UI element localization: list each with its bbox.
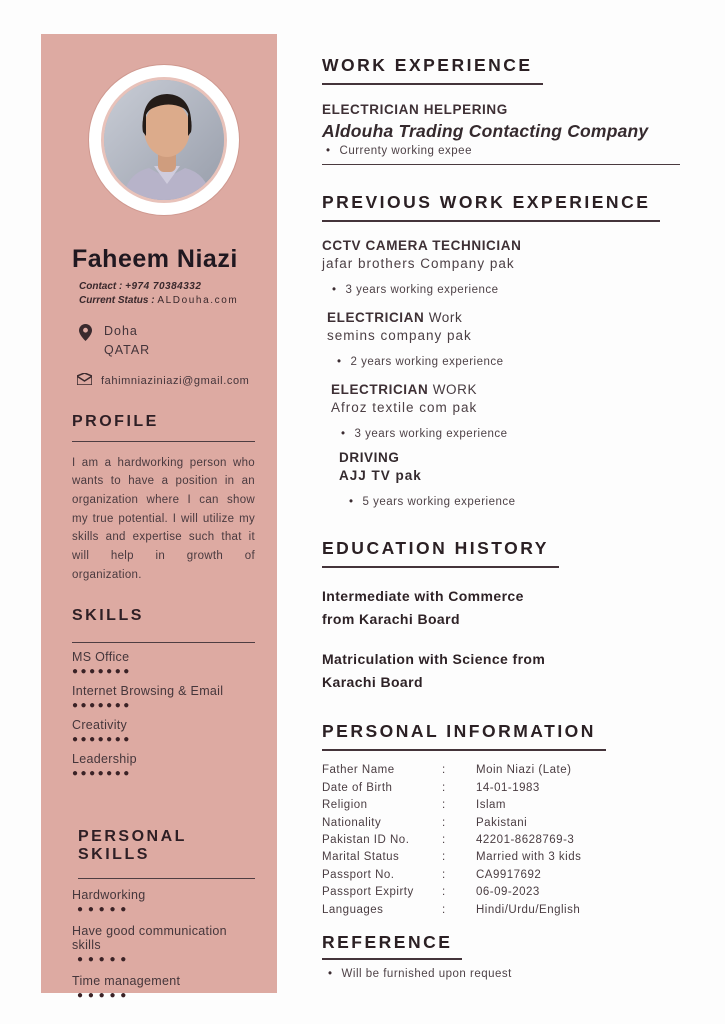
reference-section	[322, 932, 704, 980]
skill-level-dots: ●●●●●●●	[72, 700, 132, 712]
skill-level-dots: ● ● ● ● ●	[77, 990, 128, 1002]
skill-level-dots: ●●●●●●●	[72, 666, 132, 678]
profile-photo	[101, 77, 227, 203]
education-item: Matriculation with Science from Karachi Board	[322, 651, 546, 691]
skill-item	[72, 718, 255, 745]
personal-info-row	[322, 849, 704, 866]
current-job-title: ELECTRICIAN HELPERING	[322, 102, 508, 117]
main-column	[322, 55, 704, 980]
job-bullet: • 2 years working experience	[337, 356, 704, 368]
pi-label: Marital Status	[322, 851, 400, 864]
pi-colon: :	[442, 834, 446, 846]
personal-skills-list	[72, 888, 255, 1001]
job-title: ELECTRICIAN Work	[327, 310, 463, 325]
job-company: AJJ TV pak	[339, 468, 422, 483]
skill-level-dots: ● ● ● ● ●	[77, 954, 128, 966]
pi-label: Nationality	[322, 816, 382, 829]
skills-list	[72, 650, 255, 779]
personal-info-row	[322, 832, 704, 849]
pi-value: CA9917692	[476, 868, 542, 881]
current-job-bullet: • Currenty working expee	[326, 145, 704, 157]
pi-colon: :	[442, 886, 446, 899]
location-text	[104, 322, 150, 361]
education-section	[322, 538, 704, 694]
skill-label: Leadership	[72, 752, 137, 767]
pi-value: 14-01-1983	[476, 781, 540, 794]
contact-phone	[79, 281, 255, 292]
pi-colon: :	[442, 799, 446, 812]
personal-info-row	[322, 762, 704, 779]
pi-value: Islam	[476, 799, 506, 812]
pi-colon: :	[442, 903, 446, 916]
pi-value: Married with 3 kids	[476, 851, 582, 864]
skill-label: MS Office	[72, 650, 130, 665]
skill-label: Creativity	[72, 718, 128, 733]
personal-skill-item	[72, 888, 255, 915]
job-bullet: • 5 years working experience	[349, 496, 704, 508]
status-label: Current Status :	[79, 295, 155, 306]
pi-colon: :	[442, 851, 446, 864]
location-row	[79, 322, 255, 361]
job-company: Afroz textile com pak	[331, 400, 478, 415]
skill-label: Internet Browsing & Email	[72, 684, 224, 699]
pi-label: Languages	[322, 903, 384, 916]
previous-work-heading: PREVIOUS WORK EXPERIENCE	[322, 192, 660, 222]
job-title: DRIVING	[339, 450, 400, 465]
sidebar	[41, 34, 277, 1002]
personal-info-row	[322, 902, 704, 919]
profile-text: I am a hardworking person who wants to have a position in an organization where I can show my true potential. I will utilize my skills and expertise such that it will help in growth of organization.	[72, 456, 255, 581]
previous-work-section	[322, 192, 704, 508]
location-city: Doha	[104, 324, 138, 338]
pi-value: 42201-8628769-3	[476, 834, 575, 846]
contact-value: +974 70384332	[125, 281, 202, 292]
contact-label: Contact :	[79, 281, 123, 292]
pi-label: Passport No.	[322, 868, 395, 881]
personal-info-row	[322, 867, 704, 884]
education-item: Intermediate with Commerce from Karachi Board	[322, 588, 524, 628]
job-entry	[327, 310, 704, 368]
job-bullet: • 3 years working experience	[341, 428, 704, 440]
pi-colon: :	[442, 764, 446, 777]
skill-label: Have good communication skills	[72, 924, 227, 953]
current-job-company: Aldouha Trading Contacting Company	[322, 121, 649, 141]
personal-skill-item	[72, 924, 255, 965]
pi-value: Moin Niazi (Late)	[476, 764, 572, 777]
personal-information-heading: PERSONAL INFORMATION	[322, 721, 606, 751]
education-heading: EDUCATION HISTORY	[322, 538, 559, 568]
skill-item	[72, 684, 255, 711]
job-entry	[331, 382, 704, 440]
skill-item	[72, 752, 255, 779]
job-title: CCTV CAMERA TECHNICIAN	[322, 238, 522, 253]
status-value: ALDouha.com	[157, 295, 239, 306]
personal-info-row	[322, 780, 704, 797]
person-avatar-image	[104, 80, 227, 203]
pi-value: 06-09-2023	[476, 886, 540, 899]
skill-level-dots: ●●●●●●●	[72, 768, 132, 780]
email-row	[77, 372, 255, 390]
pi-value: Hindi/Urdu/English	[476, 903, 581, 916]
skills-heading: SKILLS	[72, 607, 255, 643]
location-country: QATAR	[104, 343, 151, 358]
job-company: jafar brothers Company pak	[322, 256, 515, 271]
skill-level-dots: ●●●●●●●	[72, 734, 132, 746]
skill-label: Time management	[72, 974, 181, 989]
person-name: Faheem Niazi	[72, 245, 238, 273]
pi-colon: :	[442, 868, 446, 881]
profile-photo-frame	[88, 64, 240, 216]
job-company: semins company pak	[327, 328, 472, 343]
location-pin-icon	[79, 322, 92, 361]
current-status	[79, 295, 255, 306]
skill-item	[72, 650, 255, 677]
skill-level-dots: ● ● ● ● ●	[77, 904, 128, 916]
personal-skill-item	[72, 974, 255, 1001]
work-experience-section	[322, 55, 704, 165]
personal-info-row	[322, 815, 704, 832]
skill-label: Hardworking	[72, 888, 146, 903]
envelope-icon	[77, 372, 92, 390]
email-text: fahimniaziniazi@gmail.com	[101, 374, 250, 387]
personal-information-section	[322, 721, 704, 919]
pi-label: Date of Birth	[322, 781, 393, 794]
work-experience-heading: WORK EXPERIENCE	[322, 55, 543, 85]
pi-label: Religion	[322, 799, 368, 812]
personal-info-row	[322, 884, 704, 901]
section-divider	[322, 164, 680, 165]
reference-heading: REFERENCE	[322, 932, 462, 960]
job-bullet: • 3 years working experience	[332, 284, 704, 296]
reference-bullet: • Will be furnished upon request	[328, 968, 704, 980]
pi-label: Pakistan ID No.	[322, 834, 410, 846]
job-entry	[322, 238, 704, 296]
personal-skills-heading: PERSONAL SKILLS	[78, 828, 255, 879]
pi-value: Pakistani	[476, 816, 528, 829]
profile-heading: PROFILE	[72, 413, 255, 442]
pi-colon: :	[442, 816, 446, 829]
personal-info-row	[322, 797, 704, 814]
personal-info-table	[322, 762, 704, 919]
pi-label: Father Name	[322, 764, 395, 777]
contact-block	[79, 281, 255, 306]
job-title: ELECTRICIAN WORK	[331, 382, 478, 397]
pi-colon: :	[442, 781, 446, 794]
job-entry	[339, 450, 704, 508]
pi-label: Passport Expirty	[322, 886, 414, 899]
